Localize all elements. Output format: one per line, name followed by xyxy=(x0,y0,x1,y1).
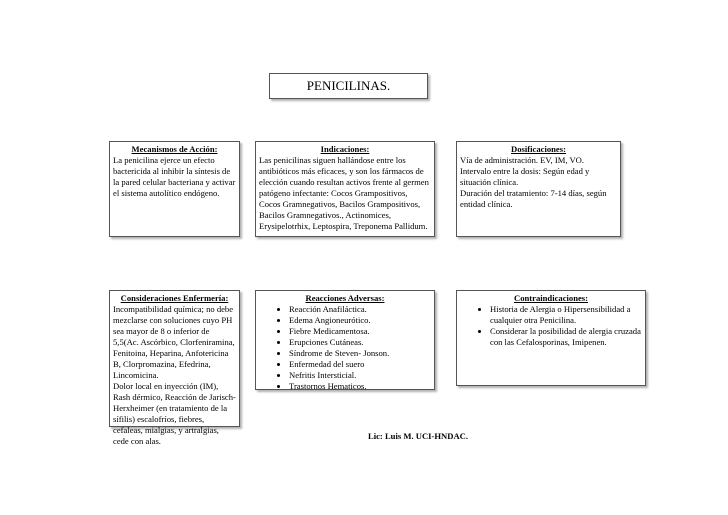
list-item: • Trastornos Hematicos. xyxy=(289,381,431,392)
reacciones-box xyxy=(255,290,435,390)
reacciones-list xyxy=(259,304,431,392)
consideraciones-box xyxy=(109,290,240,446)
list-item: • Erupciones Cutáneas. xyxy=(289,337,431,348)
list-item: • Fiebre Medicamentosa. xyxy=(289,326,431,337)
list-item: • Considerar la posibilidad de alergia cruzada con las Cefalosporinas, Imipenen. xyxy=(490,326,642,348)
reacciones-header: Reacciones Adversas: xyxy=(305,293,385,303)
indicaciones-box xyxy=(255,141,435,237)
dosificaciones-header: Dosificaciones: xyxy=(511,144,566,154)
footer-author: Lic: Luis M. UCI-HNDAC. xyxy=(368,431,469,441)
dosificaciones-line-1: Vía de administración. EV, IM, VO. xyxy=(460,155,585,165)
list-item: • Síndrome de Steven- Jonson. xyxy=(289,348,431,359)
list-item: • Reacción Anafiláctica. xyxy=(289,304,431,315)
page-title: PENICILINAS. xyxy=(306,78,391,93)
title-box xyxy=(269,73,428,99)
list-item: • Edema Angioneurótico. xyxy=(289,315,431,326)
dosificaciones-line-2: Intervalo entre la dosis: Según edad y situación clínica. xyxy=(460,166,590,187)
contraindicaciones-list xyxy=(460,304,642,348)
consideraciones-line-1: Incompatibilidad química; no debe mezclarse con soluciones cuyo PH sea mayor de 8 o inferior de 5,5(Ac. Ascórbico, Clorfeniramina, Fenitoina, Heparina, Anfotericina B, Clorpromazina, Efedrina, Lincomicina. xyxy=(113,304,235,380)
contraindicaciones-box xyxy=(456,290,646,386)
dosificaciones-box xyxy=(456,141,621,237)
list-item: • Historia de Alergia o Hipersensibilidad a cualquier otra Penicilina. xyxy=(490,304,642,326)
consideraciones-line-2: Dolor local en inyección (IM), Rash dérmico, Reacción de Jarisch-Herxheimer (en tratamiento de la sífilis) escalofríos, fiebres, cefaleas, mialgias, y artralgias, cede con alas. xyxy=(113,381,236,446)
consideraciones-header: Consideraciones Enfermería: xyxy=(120,293,229,303)
list-item: • Nefritis Intersticial. xyxy=(289,370,431,381)
list-item: • Enfermedad del suero xyxy=(289,359,431,370)
dosificaciones-line-3: Duración del tratamiento: 7-14 días, según entidad clínica. xyxy=(460,188,607,209)
indicaciones-text: Las penicilinas siguen hallándose entre los antibióticos más eficaces, y son los fármacos de elección cuando resultan activos frente al germen patógeno infectante: Cocos Grampositivos, Cocos Gramnegativos, Bacilos Grampositivos, Bacilos Gramnegativos., Actinomices, Erysipelotrhix, Leptospira, Treponema Pallidum. xyxy=(259,155,429,231)
contraindicaciones-header: Contraindicaciones: xyxy=(514,293,588,303)
mecanismos-header: Mecanismos de Acción: xyxy=(131,144,218,154)
mecanismos-box xyxy=(109,141,240,237)
mecanismos-text: La penicilina ejerce un efecto bactericida al inhibir la síntesis de la pared celular bacteriana y activar el sistema autolítico endógeno. xyxy=(113,155,236,198)
indicaciones-header: Indicaciones: xyxy=(320,144,370,154)
